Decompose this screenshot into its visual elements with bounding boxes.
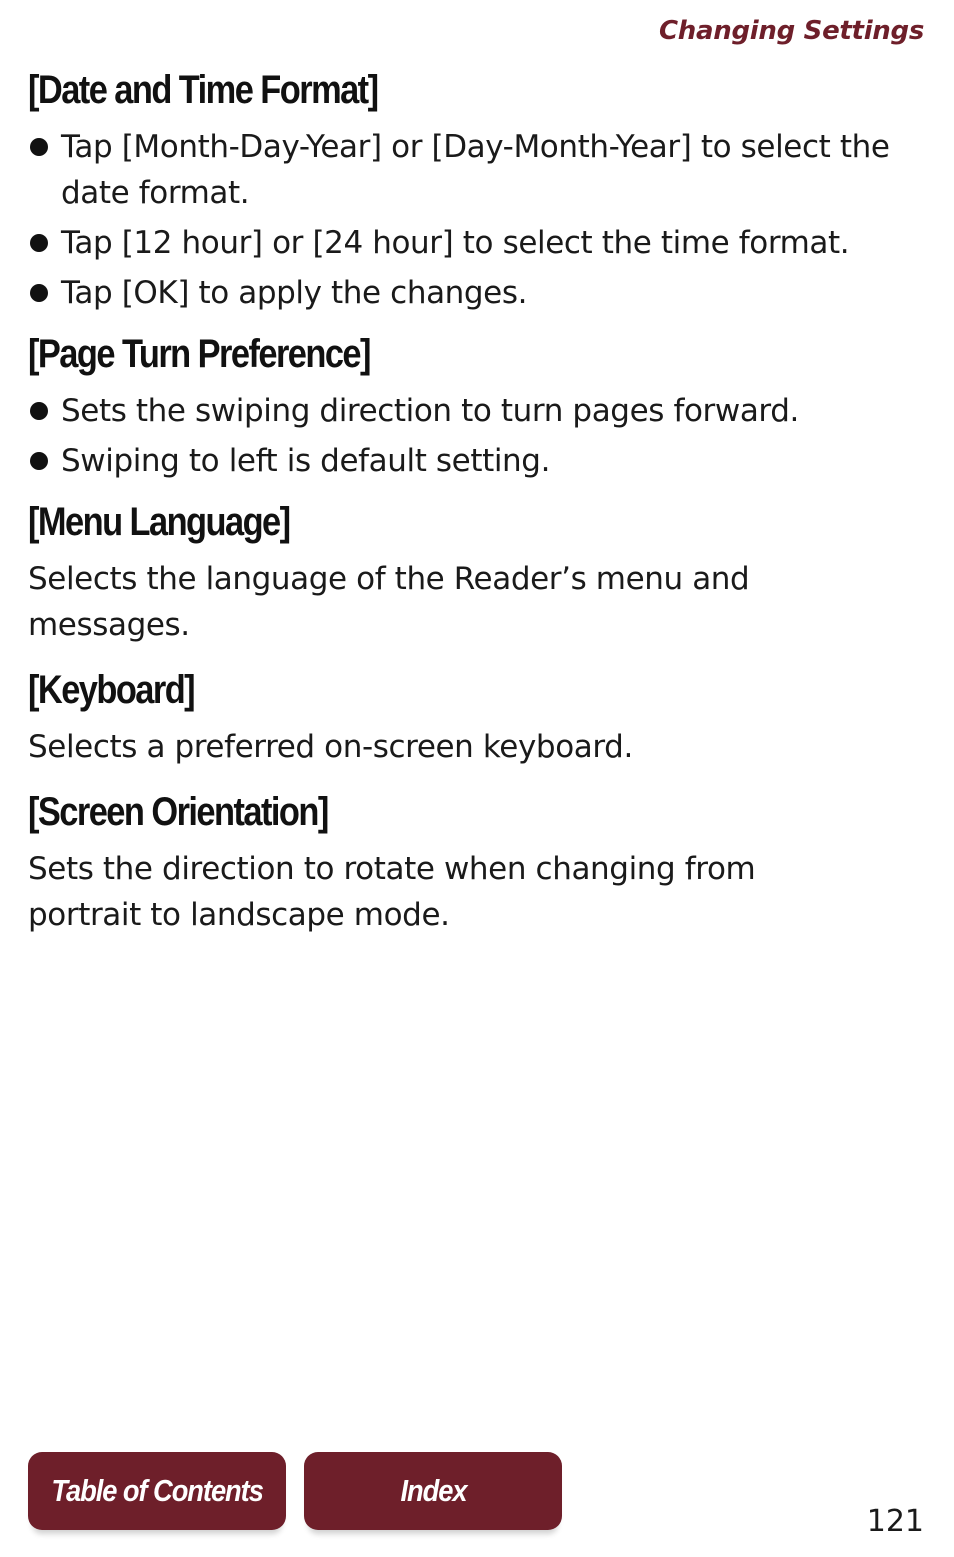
- section-date-time-format: [28, 66, 924, 316]
- list-item: [28, 438, 924, 484]
- section-heading: [Date and Time Format]: [28, 68, 378, 112]
- index-button[interactable]: [304, 1452, 562, 1530]
- list-item: [28, 388, 924, 434]
- list-item-text: Tap [12 hour] or [24 hour] to select the time format.: [61, 225, 850, 261]
- section-heading: [Page Turn Preference]: [28, 332, 370, 376]
- section-keyboard: [28, 666, 924, 770]
- section-screen-orientation: [28, 788, 924, 938]
- section-description: Selects the language of the Reader’s menu and messages.: [28, 561, 750, 643]
- section-menu-language: [28, 498, 924, 648]
- table-of-contents-label: Table of Contents: [51, 1473, 263, 1508]
- list-item: [28, 124, 924, 216]
- section-description: Sets the direction to rotate when changing from portrait to landscape mode.: [28, 851, 756, 933]
- list-item: [28, 220, 924, 266]
- list-item-text: Swiping to left is default setting.: [61, 443, 551, 479]
- bullet-list: [28, 124, 924, 316]
- main-content: [28, 66, 924, 956]
- page-number: 121: [866, 1504, 924, 1539]
- list-item-text: Tap [OK] to apply the changes.: [61, 275, 528, 311]
- list-item-text: Tap [Month-Day-Year] or [Day-Month-Year] to select the date format.: [61, 129, 890, 211]
- index-label: Index: [400, 1473, 466, 1508]
- section-heading: [Screen Orientation]: [28, 790, 328, 834]
- list-item-text: Sets the swiping direction to turn pages forward.: [61, 393, 799, 429]
- bullet-icon: [30, 138, 48, 156]
- section-heading: [Keyboard]: [28, 668, 195, 712]
- list-item: [28, 270, 924, 316]
- bullet-list: [28, 388, 924, 484]
- section-description: Selects a preferred on-screen keyboard.: [28, 729, 633, 765]
- running-header-title: Changing Settings: [659, 16, 924, 46]
- bullet-icon: [30, 284, 48, 302]
- section-heading: [Menu Language]: [28, 500, 290, 544]
- bullet-icon: [30, 402, 48, 420]
- table-of-contents-button[interactable]: [28, 1452, 286, 1530]
- section-page-turn-preference: [28, 330, 924, 484]
- bullet-icon: [30, 452, 48, 470]
- bullet-icon: [30, 234, 48, 252]
- footer-nav: [28, 1452, 562, 1530]
